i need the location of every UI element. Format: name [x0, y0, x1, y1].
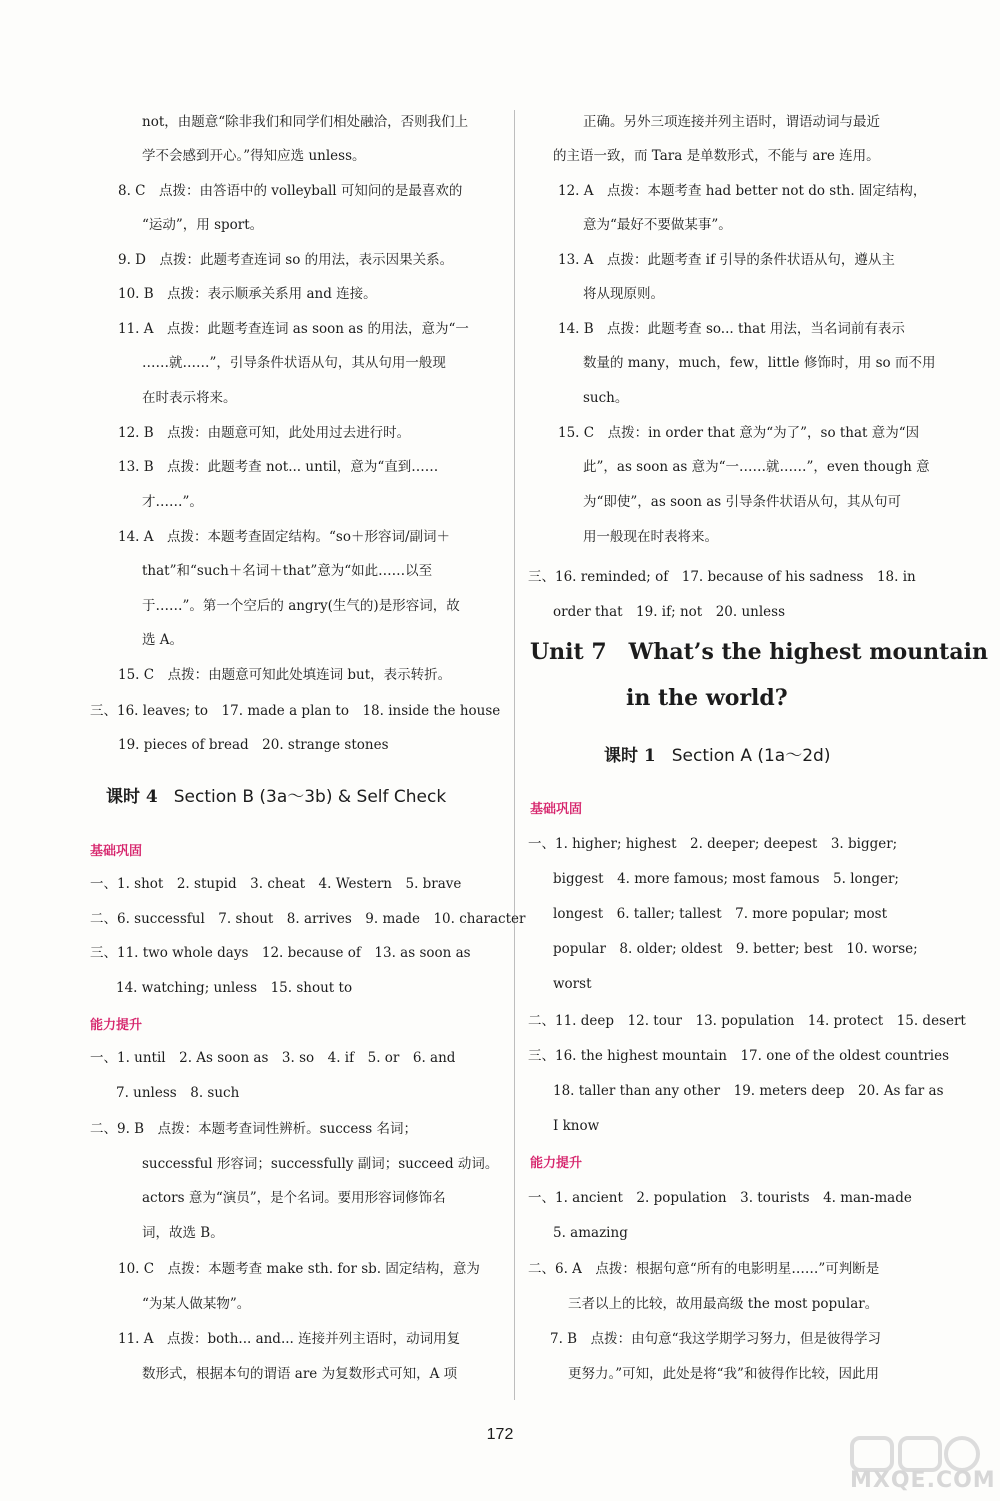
- answer-line: 将从现原则。: [583, 286, 664, 302]
- answer-line: longest 6. taller; tallest 7. more popular; most: [553, 906, 888, 922]
- answer-line: 10. B 点拨：表示顺承关系用 and 连接。: [118, 286, 377, 302]
- answer-line: 9. D 点拨：此题考查连词 so 的用法，表示因果关系。: [118, 252, 454, 268]
- lesson-number: 课时 4: [106, 787, 158, 807]
- lesson-title: Section A (1a～2d): [671, 746, 831, 766]
- answer-line: 5. amazing: [553, 1225, 628, 1241]
- answer-line: 14. A 点拨：本题考查固定结构。“so＋形容词/副词＋: [118, 529, 451, 545]
- answer-line: such。: [583, 390, 629, 406]
- answer-line: 意为“最好不要做某事”。: [583, 217, 732, 233]
- answer-line: not，由题意“除非我们和同学们相处融洽，否则我们上: [142, 114, 469, 130]
- answer-line: “为某人做某物”。: [142, 1296, 251, 1312]
- answer-line: 为“即使”，as soon as 引导条件状语从句，其从句可: [583, 494, 902, 510]
- answer-line: 一、1. until 2. As soon as 3. so 4. if 5. or 6. and: [90, 1050, 456, 1066]
- answer-line: I know: [553, 1118, 600, 1134]
- page-number: 172: [486, 1426, 514, 1443]
- section-label-basic: 基础巩固: [530, 802, 583, 817]
- answer-line: 在时表示将来。: [142, 390, 237, 406]
- answer-line: order that 19. if; not 20. unless: [553, 604, 786, 620]
- answer-line: 正确。另外三项连接并列主语时，谓语动词与最近: [583, 114, 880, 130]
- watermark-text: MXQE.COM: [850, 1468, 996, 1493]
- answer-line: that”和“such＋名词＋that”意为“如此……以至: [142, 563, 433, 579]
- answer-line: 12. A 点拨：本题考查 had better not do sth. 固定结构，: [558, 183, 927, 199]
- answer-line: 二、6. A 点拨：根据句意“所有的电影明星……”可判断是: [528, 1261, 880, 1277]
- answer-line: 13. B 点拨：此题考查 not... until，意为“直到……: [118, 459, 439, 475]
- answer-line: 18. taller than any other 19. meters deep 20. As far as: [553, 1083, 944, 1099]
- answer-line: 7. B 点拨：由句意“我这学期学习努力，但是彼得学习: [550, 1331, 881, 1347]
- answer-line: 三、16. reminded; of 17. because of his sadness 18. in: [528, 569, 916, 585]
- answer-line: ……就……”，引导条件状语从句，其从句用一般现: [142, 355, 446, 371]
- answer-line: 的主语一致，而 Tara 是单数形式，不能与 are 连用。: [553, 148, 880, 164]
- answer-line: “运动”，用 sport。: [142, 217, 264, 233]
- answer-line: 三、16. the highest mountain 17. one of the oldest countries: [528, 1048, 950, 1064]
- answer-line: 二、6. successful 7. shout 8. arrives 9. made 10. character: [90, 911, 526, 927]
- answer-line: 二、9. B 点拨：本题考查词性辨析。success 名词；: [90, 1121, 417, 1137]
- answer-line: 词，故选 B。: [142, 1225, 224, 1241]
- answer-line: 数形式，根据本句的谓语 are 为复数形式可知，A 项: [142, 1366, 458, 1382]
- answer-line: 更努力。”可知，此处是将“我”和彼得作比较，因此用: [568, 1366, 879, 1382]
- answer-line: successful 形容词；successfully 副词；succeed 动词。: [142, 1156, 499, 1172]
- answer-line: biggest 4. more famous; most famous 5. longer;: [553, 871, 899, 887]
- answer-line: 才……”。: [142, 494, 203, 510]
- answer-line: 选 A。: [142, 632, 184, 648]
- unit-heading-line-1: Unit 7 What’s the highest mountain: [530, 639, 988, 665]
- answer-line: 三、11. two whole days 12. because of 13. as soon as: [90, 945, 471, 961]
- answer-line: 学不会感到开心。”得知应选 unless。: [142, 148, 366, 164]
- answer-line: 7. unless 8. such: [116, 1085, 240, 1101]
- answer-line: 三者以上的比较，故用最高级 the most popular。: [568, 1296, 879, 1312]
- answer-line: 19. pieces of bread 20. strange stones: [118, 737, 389, 753]
- answer-line: 8. C 点拨：由答语中的 volleyball 可知问的是最喜欢的: [118, 183, 463, 199]
- answer-line: 一、1. ancient 2. population 3. tourists 4. man-made: [528, 1190, 912, 1206]
- answer-line: actors 意为“演员”，是个名词。要用形容词修饰名: [142, 1190, 446, 1206]
- answer-line: worst: [553, 976, 592, 992]
- answer-line: 12. B 点拨：由题意可知，此处用过去进行时。: [118, 425, 411, 441]
- lesson-heading: [604, 744, 830, 768]
- section-label-ability: 能力提升: [530, 1156, 583, 1171]
- section-label-basic: 基础巩固: [90, 844, 143, 859]
- answer-line: 14. B 点拨：此题考查 so... that 用法，当名词前有表示: [558, 321, 905, 337]
- section-label-ability: 能力提升: [90, 1018, 143, 1033]
- answer-line: 15. C 点拨：由题意可知此处填连词 but，表示转折。: [118, 667, 452, 683]
- answer-line: popular 8. older; oldest 9. better; best 10. worse;: [553, 941, 918, 957]
- answer-line: 一、1. higher; highest 2. deeper; deepest 3. bigger;: [528, 836, 898, 852]
- answer-line: 数量的 many，much，few，little 修饰时，用 so 而不用: [583, 355, 936, 371]
- answer-line: 10. C 点拨：本题考查 make sth. for sb. 固定结构，意为: [118, 1261, 480, 1277]
- answer-line: 11. A 点拨：此题考查连词 as soon as 的用法，意为“一: [118, 321, 469, 337]
- answer-line: 用一般现在时表将来。: [583, 529, 718, 545]
- column-divider: [514, 110, 515, 1400]
- answer-line: 二、11. deep 12. tour 13. population 14. protect 15. desert: [528, 1013, 966, 1029]
- answer-line: 11. A 点拨：both... and... 连接并列主语时，动词用复: [118, 1331, 461, 1347]
- answer-line: 15. C 点拨：in order that 意为“为了”，so that 意为“因: [558, 425, 920, 441]
- answer-line: 于……”。第一个空后的 angry(生气的)是形容词，故: [142, 598, 460, 614]
- lesson-title: Section B (3a～3b) & Self Check: [173, 787, 447, 807]
- lesson-heading: [106, 785, 446, 809]
- answer-line: 13. A 点拨：此题考查 if 引导的条件状语从句，遵从主: [558, 252, 895, 268]
- answer-line: 一、1. shot 2. stupid 3. cheat 4. Western 5. brave: [90, 876, 462, 892]
- unit-heading-line-2: in the world?: [626, 685, 788, 711]
- answer-line: 三、16. leaves; to 17. made a plan to 18. inside the house: [90, 703, 501, 719]
- answer-line: 此”，as soon as 意为“一……就……”，even though 意: [583, 459, 930, 475]
- answer-line: 14. watching; unless 15. shout to: [116, 980, 353, 996]
- lesson-number: 课时 1: [604, 746, 656, 766]
